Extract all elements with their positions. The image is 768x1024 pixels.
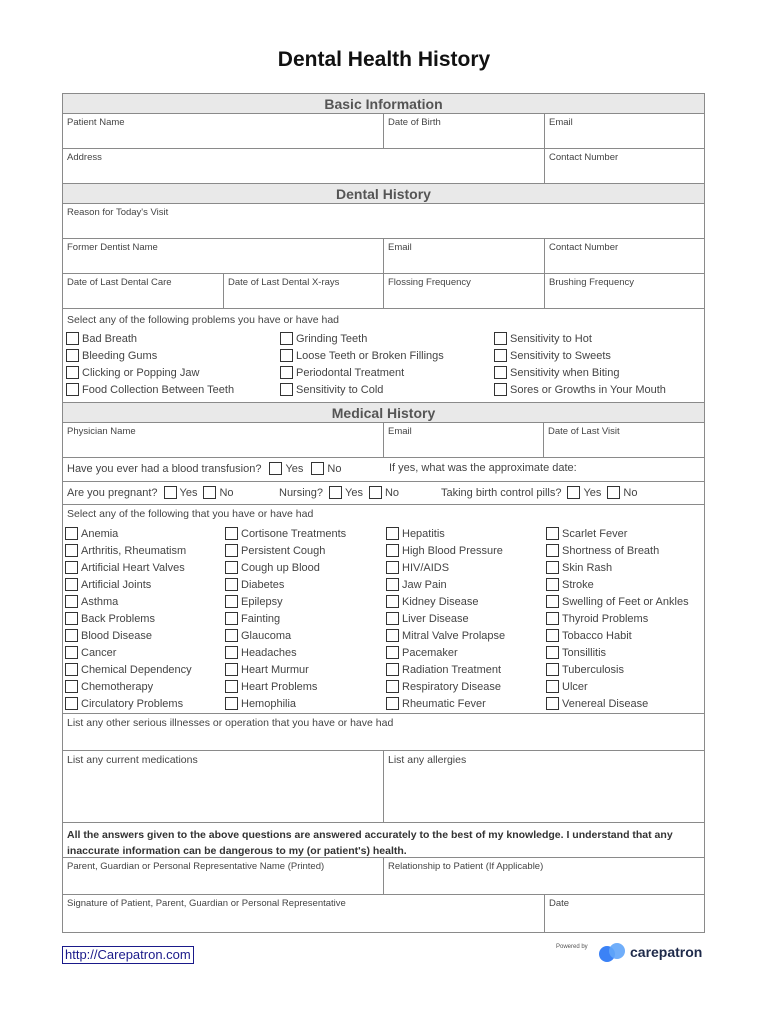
medications-label: List any current medications <box>67 754 198 766</box>
carepatron-logo <box>598 942 702 962</box>
checkbox-label: Mitral Valve Prolapse <box>402 629 506 642</box>
checkbox-label: Radiation Treatment <box>402 663 502 676</box>
checklist-item[interactable] <box>65 627 192 644</box>
checkbox-label: Loose Teeth or Broken Fillings <box>296 349 444 362</box>
checkbox[interactable] <box>494 366 507 379</box>
checkbox[interactable] <box>280 349 293 362</box>
pregnant-yes-checkbox[interactable] <box>164 486 177 499</box>
checkbox-label: Ulcer <box>562 680 588 693</box>
transfusion-date-question[interactable] <box>389 462 577 474</box>
checklist-item[interactable] <box>65 695 192 712</box>
transfusion-row <box>63 458 704 482</box>
section-header-basic: Basic Information <box>63 94 704 114</box>
checkbox-label: Arthritis, Rheumatism <box>81 544 187 557</box>
checklist-item[interactable] <box>280 330 444 347</box>
carepatron-link[interactable]: http://Carepatron.com <box>62 946 194 964</box>
checkbox-label: Tuberculosis <box>562 663 624 676</box>
checkbox[interactable] <box>546 697 559 710</box>
checklist-item[interactable] <box>386 525 505 542</box>
checklist-item[interactable] <box>225 610 346 627</box>
flossing-field[interactable] <box>383 274 544 308</box>
checkbox-label: Sensitivity when Biting <box>510 366 620 379</box>
basic-row-1 <box>63 114 704 149</box>
carepatron-logo-icon <box>598 942 628 962</box>
checkbox[interactable] <box>494 332 507 345</box>
dentist-email-field[interactable] <box>383 239 544 273</box>
checkbox-label: Scarlet Fever <box>562 527 628 540</box>
nursing-yes-checkbox[interactable] <box>329 486 342 499</box>
checklist-item[interactable] <box>386 627 505 644</box>
nursing-no-label: No <box>384 486 400 499</box>
basic-row-2 <box>63 149 704 184</box>
checklist-column <box>386 525 505 712</box>
checklist-item[interactable] <box>494 364 666 381</box>
checklist-item[interactable] <box>66 381 234 398</box>
powered-by-label: Powered by <box>556 944 588 950</box>
last-visit-label: Date of Last Visit <box>548 426 620 437</box>
checklist-item[interactable] <box>280 347 444 364</box>
physician-field[interactable] <box>63 423 383 457</box>
checklist-item[interactable] <box>546 644 689 661</box>
contact-number-label: Contact Number <box>549 152 619 163</box>
checklist-item[interactable] <box>386 576 505 593</box>
medical-row-physician <box>63 423 704 458</box>
checkbox[interactable] <box>66 349 79 362</box>
checkbox[interactable] <box>546 595 559 608</box>
transfusion-no-label: No <box>327 462 342 475</box>
checkbox[interactable] <box>225 527 238 540</box>
birth-control-label: Taking birth control pills? <box>441 486 562 499</box>
flossing-label: Flossing Frequency <box>388 277 471 288</box>
section-header-dental: Dental History <box>63 184 704 204</box>
physician-label: Physician Name <box>67 426 136 437</box>
checkbox[interactable] <box>386 612 399 625</box>
pregnancy-row <box>63 482 704 505</box>
checkbox[interactable] <box>66 332 79 345</box>
last-xrays-label: Date of Last Dental X-rays <box>228 277 340 288</box>
rep-name-field[interactable] <box>63 858 383 894</box>
date-field[interactable] <box>544 895 704 932</box>
checklist-item[interactable] <box>546 627 689 644</box>
checkbox[interactable] <box>386 697 399 710</box>
checklist-item[interactable] <box>65 593 192 610</box>
dentist-contact-field[interactable] <box>544 239 704 273</box>
checkbox-label: Cough up Blood <box>241 561 320 574</box>
checkbox[interactable] <box>546 544 559 557</box>
relationship-label: Relationship to Patient (If Applicable) <box>388 861 544 872</box>
checkbox-label: Shortness of Breath <box>562 544 660 557</box>
checkbox[interactable] <box>65 595 78 608</box>
checkbox[interactable] <box>386 663 399 676</box>
dental-row-dentist <box>63 239 704 274</box>
checkbox[interactable] <box>225 561 238 574</box>
checklist-item[interactable] <box>65 610 192 627</box>
nursing-label: Nursing? <box>279 486 324 499</box>
checkbox-label: Cortisone Treatments <box>241 527 347 540</box>
checkbox-label: Tobacco Habit <box>562 629 632 642</box>
checkbox-label: Sensitivity to Hot <box>510 332 592 345</box>
checklist-item[interactable] <box>494 330 666 347</box>
checkbox[interactable] <box>65 527 78 540</box>
checklist-item[interactable] <box>386 678 505 695</box>
allergies-field[interactable] <box>383 751 704 822</box>
other-illnesses-row <box>63 714 704 751</box>
checklist-item[interactable] <box>225 593 346 610</box>
medical-conditions-row <box>63 505 704 714</box>
checklist-item[interactable] <box>65 678 192 695</box>
checkbox-label: Bad Breath <box>82 332 138 345</box>
checklist-item[interactable] <box>386 559 505 576</box>
pregnant-yes-label: Yes <box>179 486 198 499</box>
checkbox[interactable] <box>386 578 399 591</box>
checkbox-label: Hemophilia <box>241 697 297 710</box>
relationship-field[interactable] <box>383 858 704 894</box>
transfusion-label: Have you ever had a blood transfusion? <box>67 462 262 475</box>
checkbox[interactable] <box>386 527 399 540</box>
allergies-label: List any allergies <box>388 754 467 766</box>
checklist-item[interactable] <box>546 576 689 593</box>
checkbox-label: Anemia <box>81 527 119 540</box>
last-care-field[interactable] <box>63 274 223 308</box>
checkbox-label: Sores or Growths in Your Mouth <box>510 383 666 396</box>
checklist-item[interactable] <box>225 576 346 593</box>
checkbox[interactable] <box>65 646 78 659</box>
checkbox-label: Glaucoma <box>241 629 292 642</box>
nursing-question <box>279 486 399 499</box>
signature-row <box>63 895 704 932</box>
transfusion-date-label: If yes, what was the approximate date: <box>389 462 577 474</box>
dentist-email-label: Email <box>388 242 412 253</box>
brushing-label: Brushing Frequency <box>549 277 635 288</box>
checklist-item[interactable] <box>546 678 689 695</box>
checkbox-label: Clicking or Popping Jaw <box>82 366 200 379</box>
checkbox[interactable] <box>280 366 293 379</box>
transfusion-yes-label: Yes <box>285 462 304 475</box>
checkbox-label: Food Collection Between Teeth <box>82 383 235 396</box>
last-xrays-field[interactable] <box>223 274 383 308</box>
checklist-item[interactable] <box>386 610 505 627</box>
checkbox-label: Chemotherapy <box>81 680 154 693</box>
checklist-item[interactable] <box>386 661 505 678</box>
checkbox[interactable] <box>225 697 238 710</box>
checkbox-label: Back Problems <box>81 612 155 625</box>
checkbox-label: Blood Disease <box>81 629 152 642</box>
birth-control-no-label: No <box>623 486 638 499</box>
checkbox[interactable] <box>225 629 238 642</box>
other-illnesses-label: List any other serious illnesses or operation that you have or have had <box>67 717 394 729</box>
last-care-label: Date of Last Dental Care <box>67 277 172 288</box>
checklist-item[interactable] <box>66 364 234 381</box>
checkbox-label: Sensitivity to Sweets <box>510 349 611 362</box>
checkbox[interactable] <box>65 629 78 642</box>
checkbox[interactable] <box>225 663 238 676</box>
checkbox-label: Headaches <box>241 646 297 659</box>
checkbox[interactable] <box>65 663 78 676</box>
checklist-item[interactable] <box>280 364 444 381</box>
checkbox-label: Persistent Cough <box>241 544 326 557</box>
checkbox-label: Asthma <box>81 595 119 608</box>
checklist-item[interactable] <box>65 576 192 593</box>
physician-email-label: Email <box>388 426 412 437</box>
transfusion-yes-checkbox[interactable] <box>269 462 282 475</box>
address-label: Address <box>67 152 102 163</box>
checkbox[interactable] <box>65 612 78 625</box>
checklist-item[interactable] <box>225 678 346 695</box>
patient-name-label: Patient Name <box>67 117 125 128</box>
patient-name-field[interactable] <box>63 114 383 148</box>
checkbox-label: Chemical Dependency <box>81 663 192 676</box>
checklist-item[interactable] <box>225 661 346 678</box>
checkbox-label: Artificial Heart Valves <box>81 561 185 574</box>
checkbox[interactable] <box>225 680 238 693</box>
reason-visit-label: Reason for Today's Visit <box>67 207 169 218</box>
checklist-item[interactable] <box>65 559 192 576</box>
dental-row-dates <box>63 274 704 309</box>
checkbox-label: Stroke <box>562 578 594 591</box>
checkbox[interactable] <box>65 578 78 591</box>
former-dentist-field[interactable] <box>63 239 383 273</box>
declaration-statement: All the answers given to the above questions are answered accurately to the best of my knowledge. I understand that any inaccurate information can be dangerous to my (or patient's) health. <box>67 829 673 857</box>
checklist-item[interactable] <box>225 644 346 661</box>
representative-row <box>63 858 704 895</box>
checkbox[interactable] <box>386 595 399 608</box>
checkbox-label: Diabetes <box>241 578 285 591</box>
last-visit-field[interactable] <box>543 423 704 457</box>
checkbox-label: Respiratory Disease <box>402 680 502 693</box>
checklist-item[interactable] <box>546 661 689 678</box>
checkbox[interactable] <box>494 383 507 396</box>
checklist-item[interactable] <box>494 381 666 398</box>
checkbox[interactable] <box>225 646 238 659</box>
pregnant-no-checkbox[interactable] <box>203 486 216 499</box>
checkbox-label: Epilepsy <box>241 595 283 608</box>
other-illnesses-field[interactable] <box>63 714 704 750</box>
checkbox[interactable] <box>65 697 78 710</box>
checkbox-label: HIV/AIDS <box>402 561 450 574</box>
declaration-row <box>63 823 704 858</box>
birth-control-question <box>441 486 637 499</box>
checklist-item[interactable] <box>225 627 346 644</box>
birth-control-yes-checkbox[interactable] <box>567 486 580 499</box>
checkbox[interactable] <box>66 383 79 396</box>
checkbox-label: Heart Problems <box>241 680 318 693</box>
checkbox-label: Fainting <box>241 612 281 625</box>
problems-prompt: Select any of the following problems you have or have had <box>67 314 340 326</box>
carepatron-brand: carepatron <box>630 944 703 960</box>
checkbox-label: Kidney Disease <box>402 595 479 608</box>
checkbox[interactable] <box>386 561 399 574</box>
checklist-item[interactable] <box>386 695 505 712</box>
checkbox-label: Cancer <box>81 646 117 659</box>
checkbox[interactable] <box>546 629 559 642</box>
checklist-column <box>65 525 192 712</box>
checkbox-label: Circulatory Problems <box>81 697 184 710</box>
medications-allergies-row <box>63 751 704 823</box>
rep-name-label: Parent, Guardian or Personal Representative Name (Printed) <box>67 861 325 872</box>
checkbox[interactable] <box>280 383 293 396</box>
checklist-item[interactable] <box>65 644 192 661</box>
date-label: Date <box>549 898 570 909</box>
checklist-item[interactable] <box>225 695 346 712</box>
checklist-item[interactable] <box>65 661 192 678</box>
checkbox[interactable] <box>546 612 559 625</box>
checklist-column <box>66 330 234 398</box>
signature-field[interactable] <box>63 895 544 932</box>
contact-number-field[interactable] <box>544 149 704 183</box>
checklist-item[interactable] <box>386 593 505 610</box>
checklist-item[interactable] <box>386 542 505 559</box>
nursing-no-checkbox[interactable] <box>369 486 382 499</box>
dental-row-reason <box>63 204 704 239</box>
checkbox-label: Skin Rash <box>562 561 613 574</box>
checkbox[interactable] <box>386 646 399 659</box>
dob-field[interactable] <box>383 114 544 148</box>
checklist-item[interactable] <box>546 525 689 542</box>
transfusion-no-checkbox[interactable] <box>311 462 324 475</box>
checklist-item[interactable] <box>386 644 505 661</box>
checklist-column <box>494 330 666 398</box>
checklist-item[interactable] <box>225 525 346 542</box>
page-title: Dental Health History <box>277 48 491 71</box>
checkbox[interactable] <box>225 544 238 557</box>
checkbox[interactable] <box>225 595 238 608</box>
checkbox-label: Liver Disease <box>402 612 469 625</box>
dental-form <box>62 93 705 933</box>
checkbox-label: Thyroid Problems <box>562 612 649 625</box>
checklist-item[interactable] <box>225 559 346 576</box>
checkbox[interactable] <box>280 332 293 345</box>
checkbox-label: Artificial Joints <box>81 578 152 591</box>
birth-control-no-checkbox[interactable] <box>607 486 620 499</box>
pregnant-label: Are you pregnant? <box>67 486 158 499</box>
checklist-item[interactable] <box>66 347 234 364</box>
checklist-item[interactable] <box>65 542 192 559</box>
pregnant-question <box>67 486 234 499</box>
address-field[interactable] <box>63 149 544 183</box>
medications-field[interactable] <box>63 751 383 822</box>
checkbox-label: Bleeding Gums <box>82 349 158 362</box>
dental-problems-row <box>63 309 704 403</box>
checkbox-label: Hepatitis <box>402 527 445 540</box>
checkbox[interactable] <box>65 544 78 557</box>
birth-control-yes-label: Yes <box>583 486 602 499</box>
section-header-medical: Medical History <box>63 403 704 423</box>
dob-label: Date of Birth <box>388 117 441 128</box>
checklist-column <box>225 525 346 712</box>
checkbox[interactable] <box>546 680 559 693</box>
checklist-item[interactable] <box>546 695 689 712</box>
checkbox[interactable] <box>546 561 559 574</box>
checkbox-label: Jaw Pain <box>402 578 447 591</box>
checklist-item[interactable] <box>225 542 346 559</box>
checkbox[interactable] <box>65 680 78 693</box>
checklist-item[interactable] <box>66 330 234 347</box>
checkbox[interactable] <box>494 349 507 362</box>
checklist-item[interactable] <box>280 381 444 398</box>
brushing-field[interactable] <box>544 274 704 308</box>
former-dentist-label: Former Dentist Name <box>67 242 158 253</box>
checkbox-label: Pacemaker <box>402 646 458 659</box>
transfusion-question <box>67 462 341 475</box>
checkbox-label: Venereal Disease <box>562 697 649 710</box>
checklist-item[interactable] <box>65 525 192 542</box>
checkbox-label: Periodontal Treatment <box>296 366 405 379</box>
checkbox[interactable] <box>546 527 559 540</box>
checkbox[interactable] <box>386 544 399 557</box>
checklist-item[interactable] <box>546 610 689 627</box>
checkbox-label: High Blood Pressure <box>402 544 503 557</box>
conditions-prompt: Select any of the following that you have or have had <box>67 508 314 520</box>
reason-visit-field[interactable] <box>63 204 704 238</box>
checkbox[interactable] <box>225 578 238 591</box>
signature-label: Signature of Patient, Parent, Guardian or Personal Representative <box>67 898 346 909</box>
checklist-item[interactable] <box>494 347 666 364</box>
checkbox[interactable] <box>386 680 399 693</box>
checkbox-label: Grinding Teeth <box>296 332 368 345</box>
checkbox[interactable] <box>386 629 399 642</box>
email-label: Email <box>549 117 573 128</box>
dentist-contact-label: Contact Number <box>549 242 619 253</box>
checkbox[interactable] <box>546 646 559 659</box>
checklist-column <box>546 525 689 712</box>
checklist-item[interactable] <box>546 559 689 576</box>
checklist-item[interactable] <box>546 593 689 610</box>
checklist-column <box>280 330 444 398</box>
checkbox-label: Tonsillitis <box>562 646 607 659</box>
checkbox[interactable] <box>66 366 79 379</box>
physician-email-field[interactable] <box>383 423 543 457</box>
checkbox-label: Sensitivity to Cold <box>296 383 384 396</box>
pregnant-no-label: No <box>219 486 234 499</box>
checkbox-label: Rheumatic Fever <box>402 697 486 710</box>
nursing-yes-label: Yes <box>345 486 363 499</box>
checkbox[interactable] <box>546 578 559 591</box>
email-field[interactable] <box>544 114 704 148</box>
checklist-item[interactable] <box>546 542 689 559</box>
checkbox[interactable] <box>65 561 78 574</box>
checkbox-label: Heart Murmur <box>241 663 309 676</box>
checkbox[interactable] <box>546 663 559 676</box>
checkbox[interactable] <box>225 612 238 625</box>
checkbox-label: Swelling of Feet or Ankles <box>562 595 689 608</box>
